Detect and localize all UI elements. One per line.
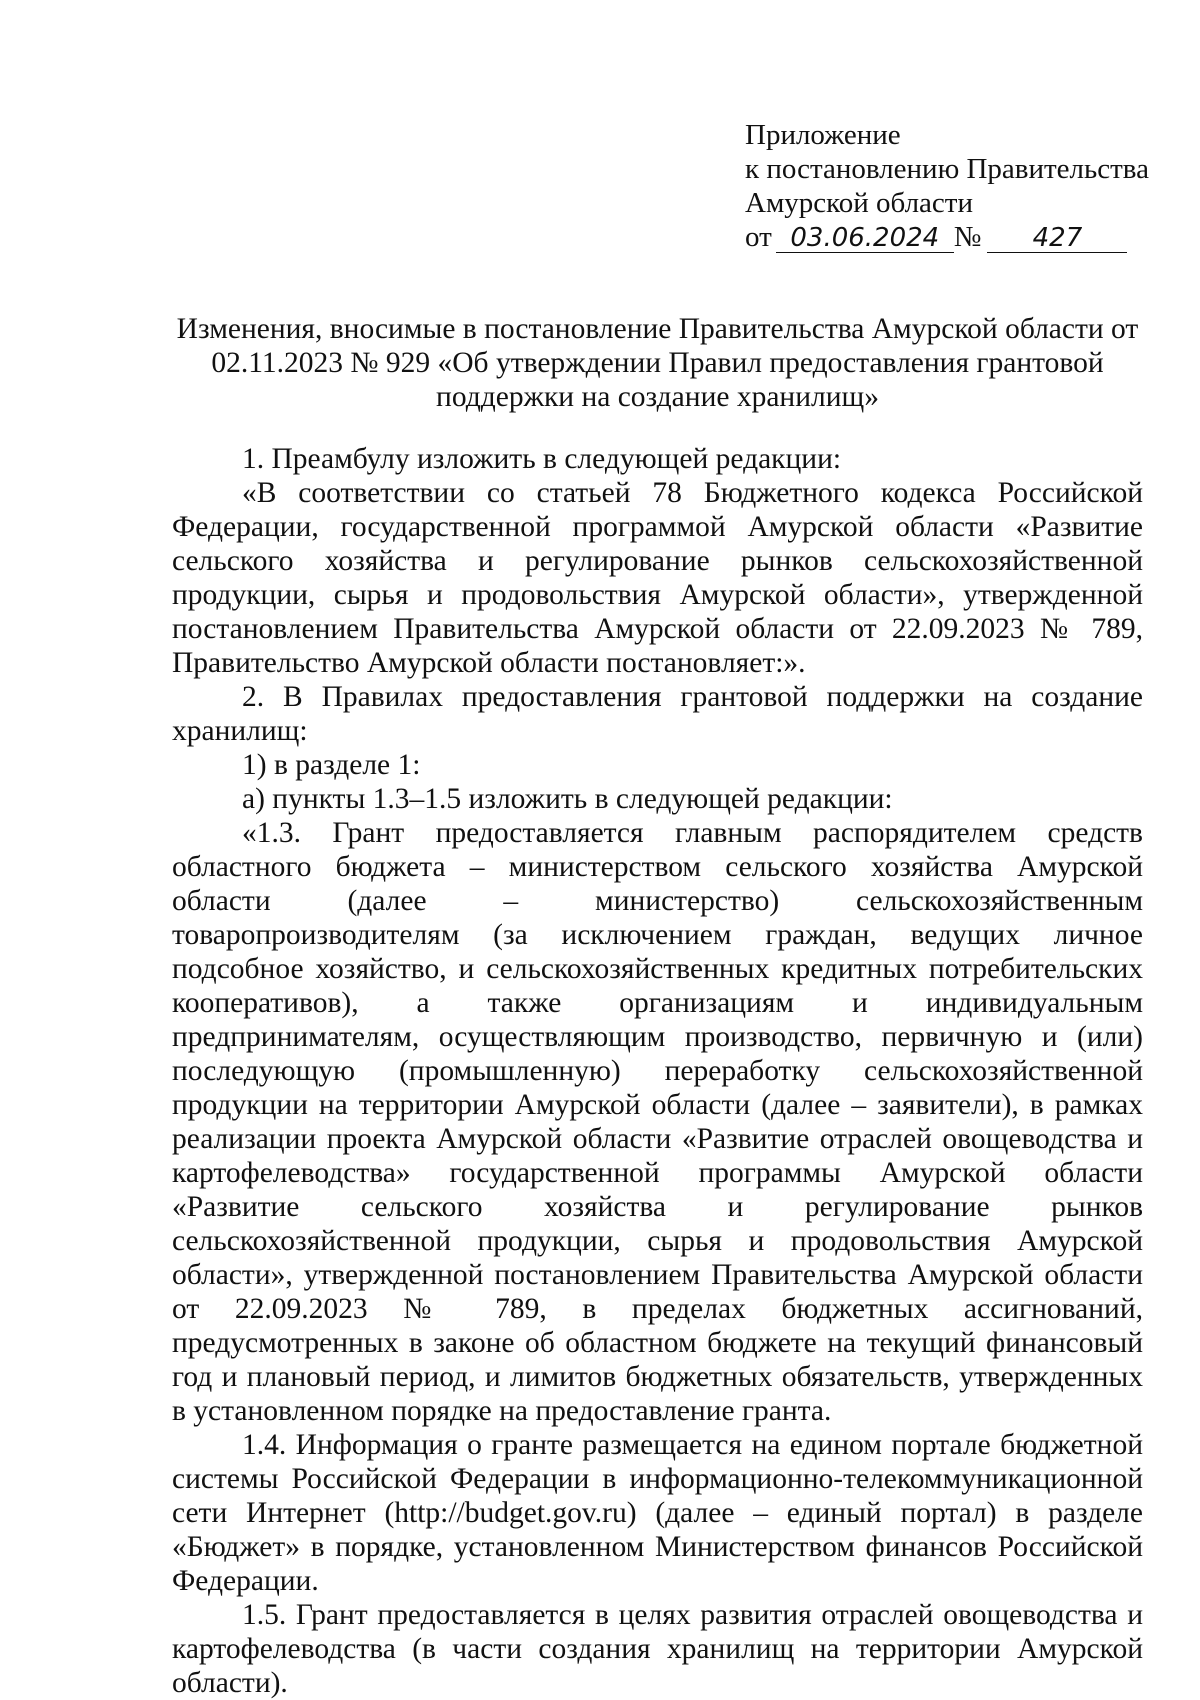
paragraph-rules-item: 2. В Правилах предоставления грантовой поддержки на создание хранилищ: (172, 681, 1143, 747)
appendix-region: Амурской области (745, 187, 973, 219)
document-body (172, 442, 1143, 1700)
handwritten-number: 427 (987, 224, 1127, 253)
paragraph-1-3: «1.3. Грант предоставляется главным распорядителем средств областного бюджета – министерством сельского хозяйства Амурской области (далее – министерство) сельскохозяйственным товаропроизводителям (за исключением граждан, ведущих личное подсобное хозяйство, и сельскохозяйственных кредитных потребительских кооперативов), а также организациям и индивидуальным предпринимателям, осуществляющим производство, первичную и (или) последующую (промышленную) переработку сельскохозяйственной продукции на территории Амурской области (далее – заявители), в рамках реализации проекта Амурской области «Развитие отраслей овощеводства и картофелеводства» государственной программы Амурской области «Развитие сельского хозяйства и регулирование рынков сельскохозяйственной продукции, сырья и продовольствия Амурской области», утвержденной постановлением Правительства Амурской области от 22.09.2023 № 789, в пределах бюджетных ассигнований, предусмотренных в законе об областном бюджете на текущий финансовый год и плановый период, и лимитов бюджетных обязательств, утвержденных в установленном порядке на предоставление гранта. (172, 817, 1143, 1427)
appendix-resolution-ref: к постановлению Правительства (745, 153, 1149, 185)
paragraph-preamble-text: «В соответствии со статьей 78 Бюджетного кодекса Российской Федерации, государственной программой Амурской области «Развитие сельского хозяйства и регулирование рынков сельскохозяйственной продукции, сырья и продовольствия Амурской области», утвержденной постановлением Правительства Амурской области от 22.09.2023 № 789, Правительство Амурской области постановляет:». (172, 477, 1143, 679)
paragraph-section-1: 1) в разделе 1: (242, 749, 421, 781)
paragraph-1-4: 1.4. Информация о гранте размещается на едином портале бюджетной системы Российской Федерации в информационно-телекоммуникационной сети Интернет (http://budget.gov.ru) (далее – единый портал) в разделе «Бюджет» в порядке, установленном Министерством финансов Российской Федерации. (172, 1429, 1143, 1597)
date-prefix: от (745, 221, 772, 253)
appendix-date-number-line (745, 220, 1145, 254)
paragraph-1-5: 1.5. Грант предоставляется в целях развития отраслей овощеводства и картофелеводства (в части создания хранилищ на территории Амурской области). (172, 1599, 1143, 1699)
paragraph-points-intro: а) пункты 1.3–1.5 изложить в следующей редакции: (242, 783, 893, 815)
paragraph-preamble-item: 1. Преамбулу изложить в следующей редакции: (242, 443, 842, 475)
handwritten-date: 03.06.2024 (776, 224, 954, 253)
appendix-title: Приложение (745, 119, 901, 151)
number-sign: № (953, 221, 982, 253)
appendix-block (745, 118, 1149, 254)
document-title: Изменения, вносимые в постановление Правительства Амурской области от 02.11.2023 № 929 «Об утверждении Правил предоставления грантовой поддержки на создание хранилищ» (176, 313, 1139, 413)
